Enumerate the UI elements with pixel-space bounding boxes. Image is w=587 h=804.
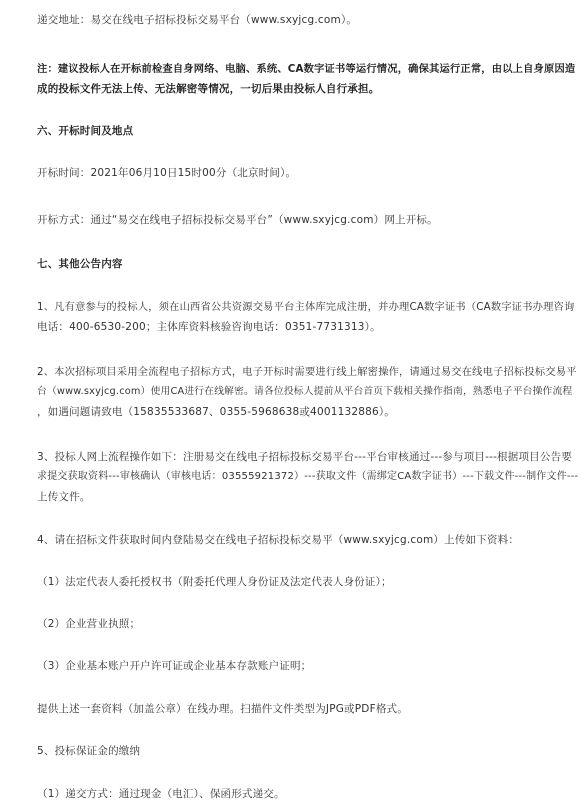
item-2-line-3: ，如遇问题请致电（15835533687、0355-5968638或4001132886）。: [37, 406, 396, 418]
item-4-sub-3: （3）企业基本账户开户许可证或企业基本存款账户证明；: [37, 660, 312, 672]
bid-open-method-text: 开标方式：通过“易交在线电子招标投标交易平台”（www.sxyjcg.com）网上开标。: [37, 214, 438, 226]
item-4-sub-1: （1）法定代表人委托授权书（附委托代理人身份证及法定代表人身份证）；: [37, 576, 392, 588]
section-7-heading: 七、其他公告内容: [37, 258, 123, 270]
note-line-1: 注：建议投标人在开标前检查自身网络、电脑、系统、CA数字证书等运行情况，确保其运行正常，由以上自身原因造: [37, 63, 576, 75]
item-3-line-3: 上传文件。: [37, 491, 91, 503]
item-5-sub-1: （1）递交方式：通过现金（电汇）、保函形式递交。: [37, 788, 285, 800]
item-2-line-1: 2、本次招标项目采用全流程电子招标方式，电子开标时需要进行线上解密操作，请通过易交在线电子招标投标交易平: [37, 366, 577, 378]
bid-open-time-text: 开标时间：2021年06月10日15时00分（北京时间）。: [37, 167, 297, 179]
item-5-heading: 5、投标保证金的缴纳: [37, 745, 141, 757]
item-4-sub-2: （2）企业营业执照；: [37, 618, 141, 630]
item-3-line-2: 求提交获取资料---审核确认（审核电话：03555921372）---获取文件（需绑定CA数字证书）---下载文件---制作文件---: [37, 471, 579, 482]
item-3-line-1: 3、投标人网上流程操作如下：注册易交在线电子招标投标交易平台---平台审核通过---参与项目---根据项目公告要: [37, 451, 572, 463]
section-6-heading: 六、开标时间及地点: [37, 125, 134, 137]
item-2-line-2: 台（www.sxyjcg.com）使用CA进行在线解密。请各位投标人提前从平台首页下载相关操作指南，熟悉电子平台操作流程: [37, 386, 573, 397]
item-4-text: 4、请在招标文件获取时间内登陆易交在线电子招标投标交易平（www.sxyjcg.com）上传如下资料：: [37, 534, 520, 546]
item-1-line-1: 1、凡有意参与的投标人，须在山西省公共资源交易平台主体库完成注册，并办理CA数字证书（CA数字证书办理咨询: [37, 301, 575, 313]
item-1-line-2: 电话：400-6530-200；主体库资料核验咨询电话：0351-7731313）。: [37, 321, 381, 333]
submit-address-text: 递交地址：易交在线电子招标投标交易平台（www.sxyjcg.com）。: [37, 14, 358, 26]
item-4-note: 提供上述一套资料（加盖公章）在线办理。扫描件文件类型为JPG或PDF格式。: [37, 703, 408, 715]
note-line-2: 成的投标文件无法上传、无法解密等情况，一切后果由投标人自行承担。: [37, 83, 380, 95]
